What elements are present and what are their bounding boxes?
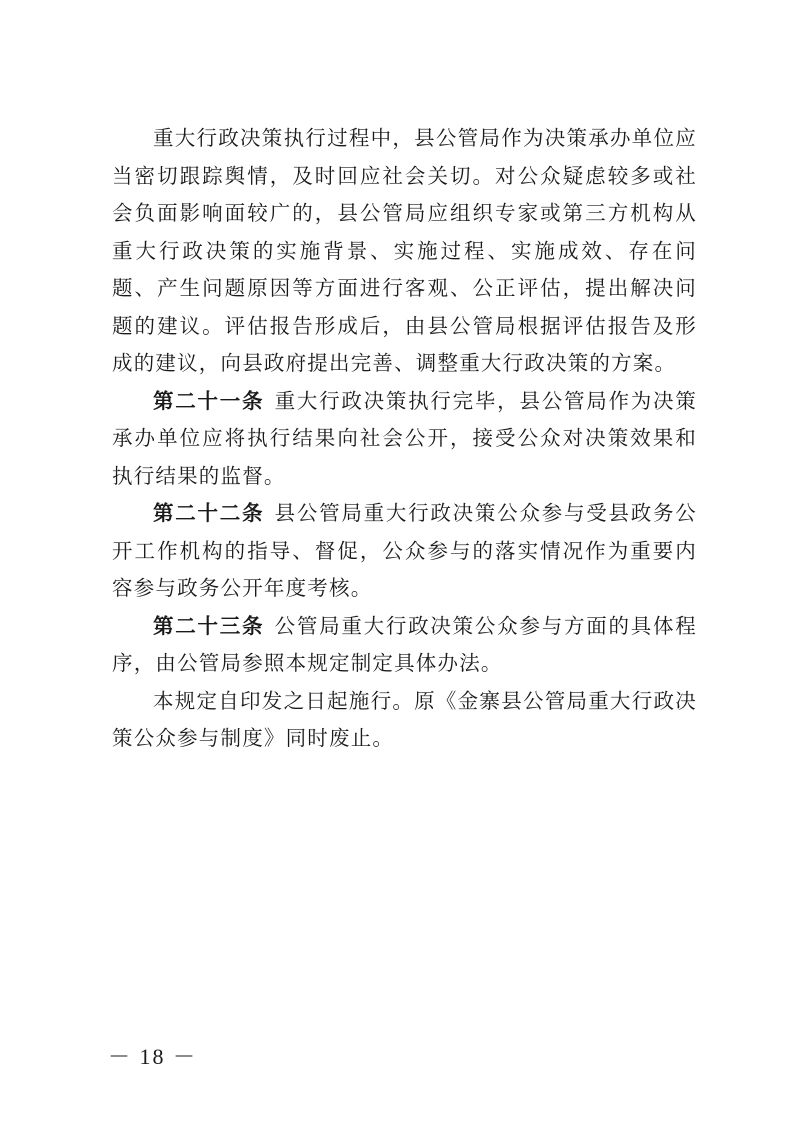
article-text: 公管局重大行政决策公众参与方面的具体程序，由公管局参照本规定制定具体办法。: [112, 613, 697, 675]
article-23: [112, 608, 697, 683]
article-heading: 第二十二条: [153, 501, 265, 525]
article-text: 重大行政决策执行完毕，县公管局作为决策承办单位应将执行结果向社会公开，接受公众对决策效果和执行结果的监督。: [112, 388, 697, 488]
paragraph-text: 本规定自印发之日起施行。原《金寨县公管局重大行政决策公众参与制度》同时废止。: [112, 688, 697, 750]
page-number: － 18 －: [108, 1044, 198, 1069]
article-21: [112, 383, 697, 496]
paragraph-text: 重大行政决策执行过程中，县公管局作为决策承办单位应当密切跟踪舆情，及时回应社会关切。对公众疑虑较多或社会负面影响面较广的，县公管局应组织专家或第三方机构从重大行政决策的实施背景、实施过程、实施成效、存在问题、产生问题原因等方面进行客观、公正评估，提出解决问题的建议。评估报告形成后，由县公管局根据评估报告及形成的建议，向县政府提出完善、调整重大行政决策的方案。: [112, 126, 697, 375]
paragraph-effective-date: [112, 683, 697, 758]
article-heading: 第二十三条: [153, 613, 265, 638]
document-body: [112, 120, 697, 758]
article-heading: 第二十一条: [153, 388, 265, 413]
paragraph-execution-tracking: [112, 120, 697, 383]
article-text: 县公管局重大行政决策公众参与受县政务公开工作机构的指导、督促，公众参与的落实情况作为重要内容参与政务公开年度考核。: [112, 501, 697, 600]
article-22: [112, 495, 697, 608]
